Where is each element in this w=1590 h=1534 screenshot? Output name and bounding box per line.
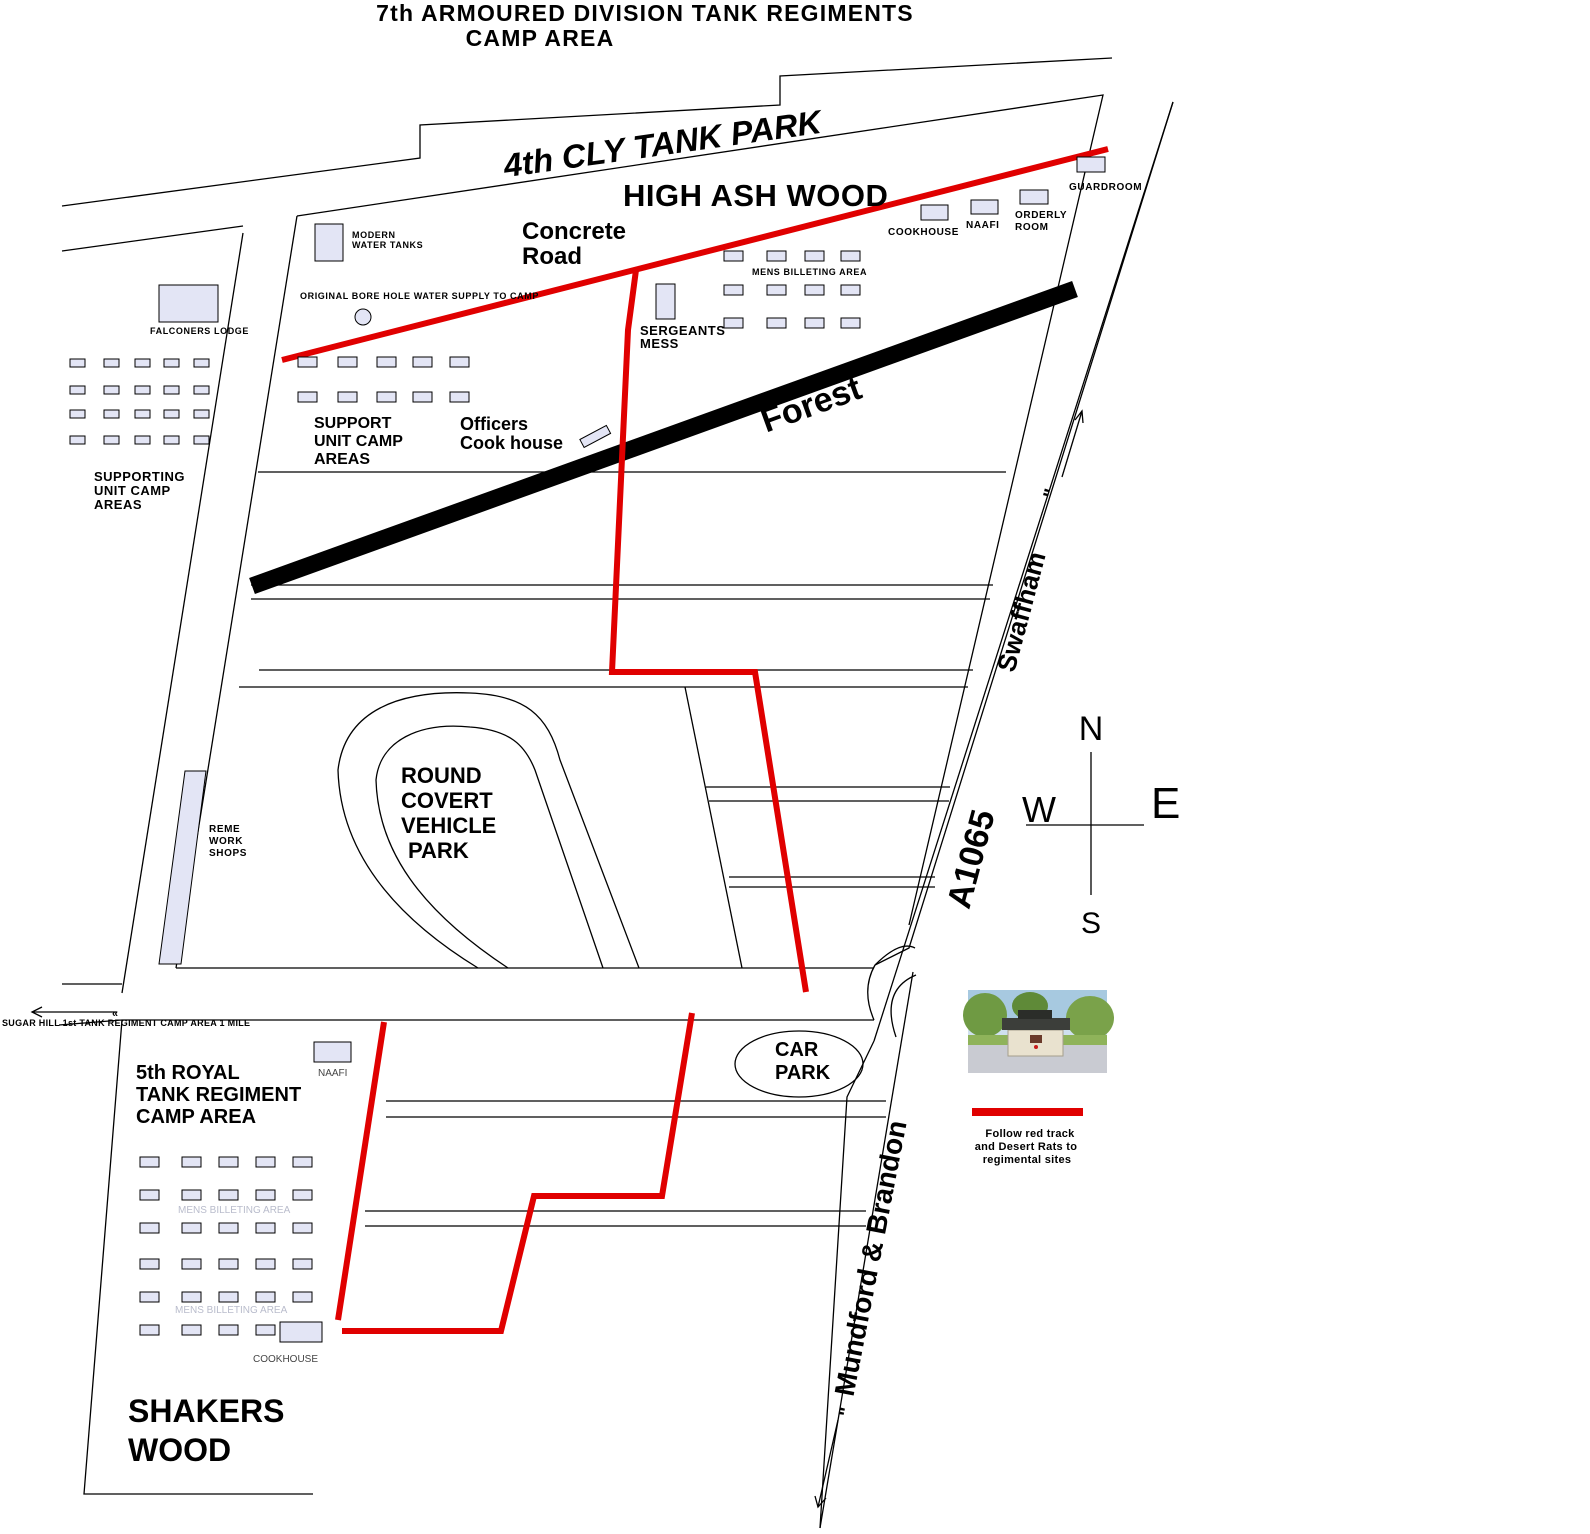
- label-round-covert-4: PARK: [408, 838, 469, 863]
- label-cookhouse: COOKHOUSE: [888, 227, 959, 238]
- label-concrete-road-2: Road: [522, 243, 582, 270]
- label-high-ash-wood: HIGH ASH WOOD: [623, 178, 889, 213]
- label-round-covert-1: ROUND: [401, 763, 482, 788]
- legend-line1: Follow red track: [985, 1128, 1075, 1140]
- officers-cookhouse-building: [580, 425, 611, 447]
- label-swaffham: Swaffham: [990, 548, 1052, 675]
- huts-mens-billeting-north: [724, 251, 860, 328]
- label-concrete-road-1: Concrete: [522, 218, 627, 245]
- label-mens-billeting-south-1: MENS BILLETING AREA: [178, 1205, 291, 1216]
- cookhouse-building: [921, 205, 948, 220]
- label-mens-billeting-south-2: MENS BILLETING AREA: [175, 1305, 288, 1316]
- label-car-park-1: CAR: [775, 1039, 819, 1061]
- label-modern-water-tanks-2: WATER TANKS: [352, 240, 424, 250]
- huts-support-unit: [298, 357, 469, 402]
- label-shakers-2: WOOD: [128, 1432, 232, 1468]
- label-supporting-3: AREAS: [94, 497, 143, 512]
- sergeants-mess-building: [656, 284, 675, 319]
- label-sugar-hill: SUGAR HILL 1st TANK REGIMENT CAMP AREA 1 MILE: [2, 1018, 251, 1028]
- label-supporting-2: UNIT CAMP: [94, 483, 171, 498]
- label-guardroom: GUARDROOM: [1069, 182, 1143, 193]
- label-reme-1: REME: [209, 824, 241, 835]
- bore-hole-marker: [355, 309, 371, 325]
- label-royal-tank-2: TANK REGIMENT: [136, 1084, 302, 1106]
- label-round-covert-3: VEHICLE: [401, 813, 497, 838]
- label-car-park-2: PARK: [775, 1062, 831, 1084]
- label-sergeants-mess-2: MESS: [640, 336, 679, 351]
- orderly-room-building: [1020, 190, 1048, 204]
- label-royal-tank-1: 5th ROYAL: [136, 1062, 240, 1084]
- compass-east: E: [1151, 779, 1181, 828]
- label-support-unit-1: SUPPORT: [314, 415, 392, 432]
- label-naafi-south: NAAFI: [318, 1068, 348, 1079]
- label-orderly-room-1: ORDERLY: [1015, 210, 1068, 221]
- label-sergeants-mess-1: SERGEANTS: [640, 323, 726, 338]
- compass-rose: [1022, 710, 1180, 940]
- falconers-lodge-building: [159, 285, 218, 322]
- label-shakers-1: SHAKERS: [128, 1393, 285, 1429]
- compass-west: W: [1022, 789, 1056, 830]
- label-swaffham-mark: ": [1039, 486, 1064, 502]
- map-title-line1: 7th ARMOURED DIVISION TANK REGIMENTS: [376, 0, 914, 26]
- guardroom-building: [1077, 157, 1105, 172]
- label-supporting-1: SUPPORTING: [94, 469, 185, 484]
- legend-line2: and Desert Rats to: [974, 1141, 1078, 1153]
- reme-workshops-building: [159, 771, 206, 964]
- legend: [972, 1112, 1083, 1166]
- label-tank-park: 4th CLY TANK PARK: [501, 103, 824, 185]
- label-round-covert-2: COVERT: [401, 788, 493, 813]
- map-title-line2: CAMP AREA: [465, 25, 615, 51]
- legend-line3: regimental sites: [982, 1154, 1072, 1166]
- label-cookhouse-south: COOKHOUSE: [253, 1354, 319, 1365]
- label-mens-billeting-north: MENS BILLETING AREA: [752, 267, 868, 277]
- label-mundford: Mundford & Brandon: [828, 1117, 913, 1399]
- label-naafi: NAAFI: [966, 220, 1000, 231]
- compass-south: S: [1080, 907, 1102, 940]
- label-forest: Forest: [755, 369, 867, 441]
- label-officers-2: Cook house: [460, 433, 564, 453]
- label-support-unit-2: UNIT CAMP: [314, 433, 403, 450]
- memorial-photo: [963, 990, 1114, 1073]
- label-modern-water-tanks-1: MODERN: [352, 230, 396, 240]
- label-officers-1: Officers: [460, 414, 529, 434]
- label-mundford-mark: ": [835, 1405, 859, 1419]
- label-orderly-room-2: ROOM: [1015, 222, 1049, 233]
- label-royal-tank-3: CAMP AREA: [136, 1106, 257, 1128]
- label-reme-2: WORK: [209, 836, 244, 847]
- naafi-building: [971, 200, 998, 214]
- label-falconers-lodge: FALCONERS LODGE: [150, 326, 250, 336]
- direction-arrows: [32, 411, 1083, 1507]
- label-reme-3: SHOPS: [209, 848, 248, 859]
- compass-north: N: [1078, 710, 1104, 748]
- label-road-a1065: A1065: [940, 805, 1003, 913]
- sugar-hill-arrow-marks: «: [112, 1008, 119, 1020]
- cookhouse-south-building: [280, 1322, 322, 1342]
- label-bore-hole: ORIGINAL BORE HOLE WATER SUPPLY TO CAMP: [300, 291, 539, 301]
- label-support-unit-3: AREAS: [314, 451, 371, 468]
- modern-water-tanks-building: [315, 224, 343, 261]
- huts-supporting-unit-west: [70, 359, 209, 444]
- naafi-south-building: [314, 1042, 351, 1062]
